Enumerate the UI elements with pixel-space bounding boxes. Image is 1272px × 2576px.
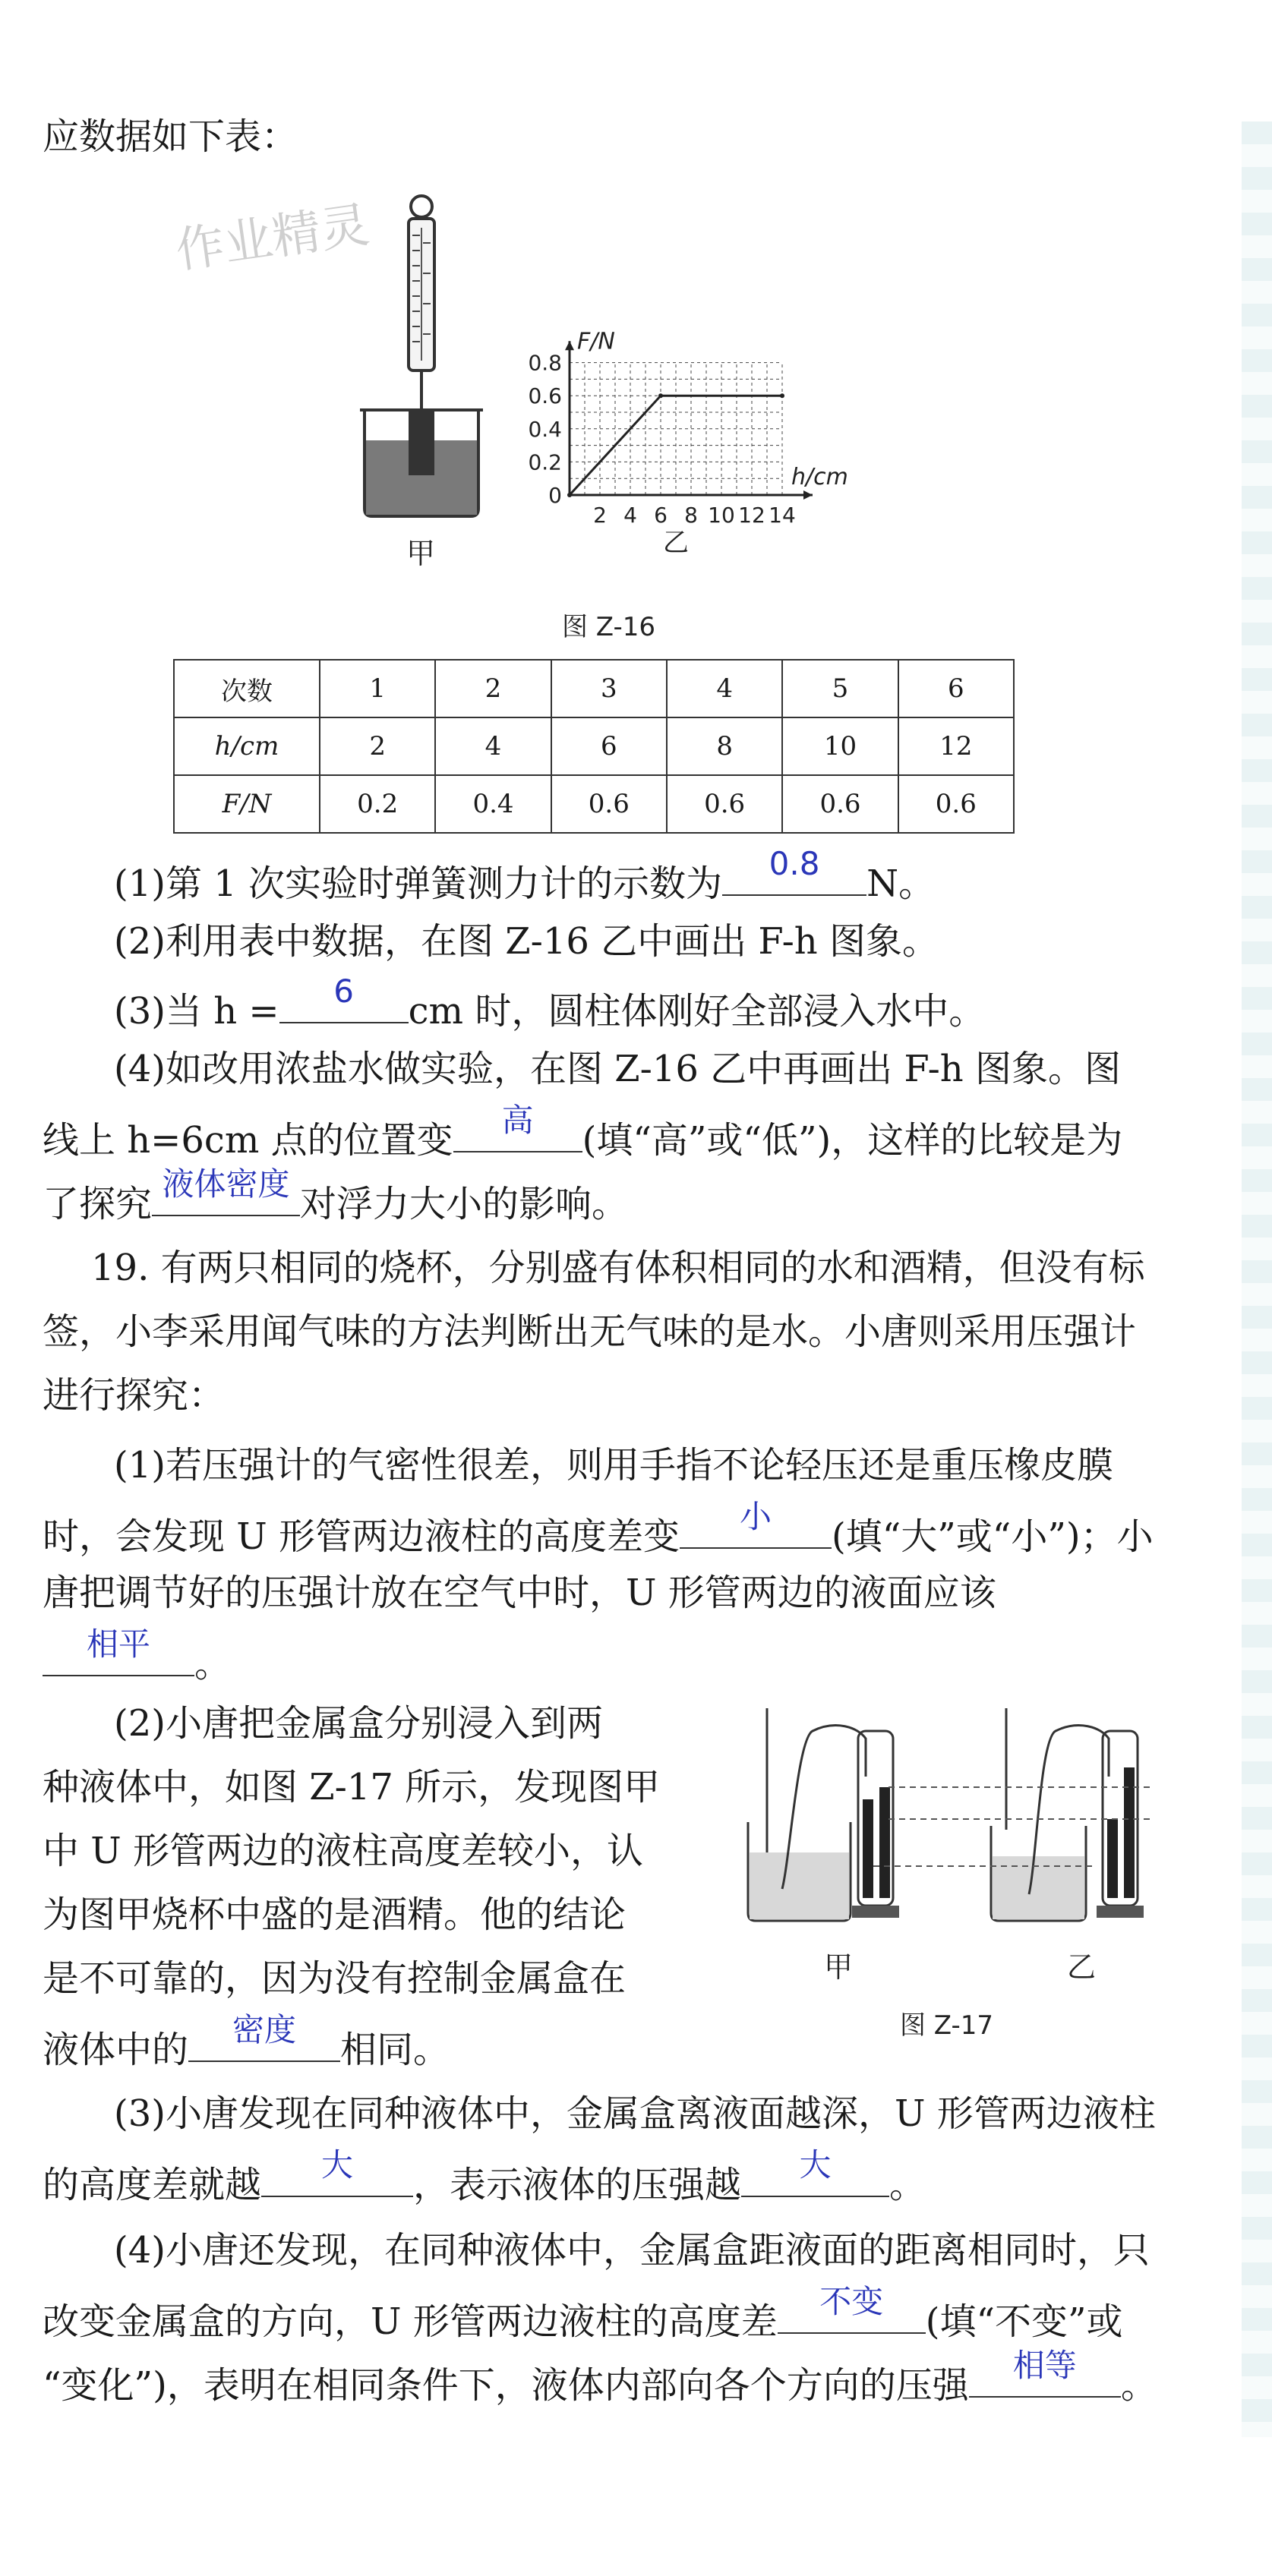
table-row (174, 717, 1014, 775)
table-cell: 6 (551, 717, 667, 775)
table-cell: 1 (320, 660, 435, 717)
table-cell: 4 (667, 660, 782, 717)
q19-part1-line4 (43, 1625, 1182, 1688)
table-row-header: h/cm (174, 717, 320, 775)
q18-p1-text: (1)第 1 次实验时弹簧测力计的示数为 (114, 862, 723, 905)
q19-p2-answer: 密度 (232, 2011, 297, 2048)
q19-p3-blank2[interactable] (741, 2146, 889, 2197)
q19-part2-line6 (43, 2011, 1182, 2074)
q19-p4-answer1: 不变 (819, 2283, 884, 2320)
q19-p1-text3: 。 (194, 1643, 232, 1685)
q18-p3-blank[interactable] (279, 973, 409, 1023)
table-row-header: 次数 (174, 660, 320, 717)
table-cell: 0.6 (551, 775, 667, 833)
y-tick-label: 0.6 (528, 383, 562, 409)
q19-p3-blank1[interactable] (261, 2146, 413, 2197)
q19-part1-line1: (1)若压强计的气密性很差，则用手指不论轻压还是重压橡皮膜 (114, 1444, 1113, 1487)
x-tick-label: 12 (738, 503, 765, 528)
table-cell: 0.6 (898, 775, 1014, 833)
q18-p4-blank2[interactable] (152, 1165, 300, 1216)
q19-intro-line2: 签，小李采用闻气味的方法判断出无气味的是水。小唐则采用压强计 (43, 1310, 1137, 1353)
x-axis-label: h/cm (791, 464, 848, 490)
table-cell: 8 (667, 717, 782, 775)
figure-z16-yi-chart (516, 182, 881, 562)
q19-intro-line1: 19. 有两只相同的烧杯，分别盛有体积相同的水和酒精，但没有标 (91, 1247, 1145, 1289)
q19-p2-text2: 相同。 (340, 2029, 450, 2071)
table-cell: 2 (320, 717, 435, 775)
q19-p4-blank2[interactable] (969, 2347, 1121, 2398)
q19-p1-text: 时，会发现 U 形管两边液柱的高度差变 (43, 1515, 680, 1558)
q19-p4-answer2: 相等 (1012, 2347, 1077, 2384)
q19-part4-line2 (43, 2283, 1182, 2346)
x-tick-label: 6 (654, 503, 668, 528)
x-tick-label: 10 (708, 503, 735, 528)
x-tick-label: 2 (593, 503, 607, 528)
q18-p1-answer: 0.8 (769, 845, 820, 882)
table-row-header: F/N (174, 775, 320, 833)
x-tick-label: 14 (769, 503, 796, 528)
q19-p3-answer2: 大 (799, 2146, 832, 2183)
x-tick-label: 4 (623, 503, 637, 528)
table-cell: 0.6 (782, 775, 898, 833)
x-axis-arrow (803, 490, 813, 500)
q18-p1-blank[interactable] (722, 845, 866, 896)
data-table (173, 659, 1015, 834)
q18-part1 (114, 845, 1253, 908)
q19-p4-text: 改变金属盒的方向，U 形管两边液柱的高度差 (43, 2300, 778, 2343)
figure-z17-jia (748, 1708, 899, 1921)
figure-z16-jia-label: 甲 (406, 537, 436, 570)
q19-p3-text3: 。 (889, 2164, 926, 2206)
q18-part4-line1: (4)如改用浓盐水做实验，在图 Z-16 乙中再画出 F-h 图象。图 (114, 1048, 1121, 1090)
q18-p3-text-end: cm 时，圆柱体刚好全部浸入水中。 (408, 990, 986, 1033)
q19-part2-line5: 是不可靠的，因为没有控制金属盒在 (43, 1957, 627, 2000)
table-cell: 3 (551, 660, 667, 717)
q18-part2: (2)利用表中数据，在图 Z-16 乙中画出 F-h 图象。 (114, 920, 939, 963)
q18-part4-line3 (43, 1165, 1182, 1228)
table-cell: 6 (898, 660, 1014, 717)
q19-p2-text: 液体中的 (43, 2029, 189, 2071)
y-axis-arrow (565, 341, 574, 350)
q18-p4-answer1: 高 (501, 1102, 534, 1139)
figure-z17-yi (991, 1708, 1144, 1921)
watermark: 作业精灵 (172, 197, 373, 280)
q18-p3-text: (3)当 h = (114, 990, 279, 1033)
q19-part1-line2 (43, 1498, 1182, 1561)
table-cell: 10 (782, 717, 898, 775)
data-point (780, 393, 784, 398)
q19-p1-answer1: 小 (739, 1498, 772, 1535)
table-cell: 0.4 (435, 775, 551, 833)
q19-part2-line4: 为图甲烧杯中盛的是酒精。他的结论 (43, 1893, 627, 1936)
q18-p4-answer2: 液体密度 (162, 1165, 290, 1203)
q18-part4-line2 (43, 1102, 1182, 1165)
q19-p3-text2: ，表示液体的压强越 (413, 2164, 742, 2206)
q18-p4-text: 线上 h=6cm 点的位置变 (43, 1119, 453, 1162)
q19-p4-blank1[interactable] (778, 2283, 926, 2334)
table-cell: 5 (782, 660, 898, 717)
q19-part4-line3 (43, 2347, 1182, 2410)
x-tick-label: 8 (684, 503, 698, 528)
q19-p1-text2: (填“大”或“小”)；小 (831, 1515, 1154, 1558)
q19-part4-line1: (4)小唐还发现，在同种液体中，金属盒距液面的距离相同时，只 (114, 2229, 1150, 2272)
table-cell: 0.2 (320, 775, 435, 833)
figure-z17-jia-label: 甲 (824, 1950, 854, 1984)
y-axis-label: F/N (577, 328, 615, 355)
q19-p1-answer2: 相平 (86, 1625, 150, 1663)
q18-p4-blank1[interactable] (453, 1102, 582, 1152)
q19-p4-text2: (填“不变”或 (925, 2300, 1123, 2343)
figure-z16-caption: 图 Z-16 (562, 612, 656, 642)
table-row (174, 660, 1014, 717)
q18-part3 (114, 973, 1253, 1036)
data-point (567, 493, 572, 497)
q19-part2-line2: 种液体中，如图 Z-17 所示，发现图甲 (43, 1766, 661, 1808)
figure-z16-yi-label: 乙 (663, 528, 689, 558)
q19-part3-line1: (3)小唐发现在同种液体中，金属盒离液面越深，U 形管两边液柱 (114, 2092, 1156, 2135)
figure-z17-caption: 图 Z-17 (900, 2010, 994, 2041)
q19-intro-line3: 进行探究： (43, 1374, 226, 1417)
y-tick-label: 0.2 (528, 449, 562, 475)
q19-p2-blank[interactable] (188, 2011, 340, 2062)
y-tick-label: 0 (548, 483, 562, 508)
q19-p3-answer1: 大 (321, 2146, 354, 2183)
table-cell: 4 (435, 717, 551, 775)
q19-part2-line1: (2)小唐把金属盒分别浸入到两 (114, 1702, 603, 1745)
table-cell: 12 (898, 717, 1014, 775)
q19-part3-line2 (43, 2146, 1182, 2209)
q19-p1-blank2[interactable] (43, 1625, 194, 1676)
y-tick-label: 0.8 (528, 350, 562, 376)
q19-p4-text4: 。 (1120, 2364, 1157, 2407)
q19-p3-text: 的高度差就越 (43, 2164, 262, 2206)
table-cell: 2 (435, 660, 551, 717)
figure-z17-yi-label: 乙 (1067, 1950, 1097, 1984)
figure-z17 (729, 1685, 1207, 1974)
q19-p1-blank1[interactable] (680, 1498, 832, 1549)
table-row (174, 775, 1014, 833)
q19-part2-line3: 中 U 形管两边的液柱高度差较小，认 (43, 1830, 643, 1872)
q18-p3-answer: 6 (333, 973, 355, 1010)
q19-part1-line3: 唐把调节好的压强计放在空气中时，U 形管两边的液面应该 (43, 1572, 996, 1614)
data-point (658, 393, 663, 398)
q18-p4-text4: 对浮力大小的影响。 (300, 1183, 629, 1225)
q18-p1-unit: N。 (866, 862, 936, 905)
table-cell: 0.6 (667, 775, 782, 833)
figure-z16-jia (349, 190, 486, 569)
q19-p4-text3: “变化”)，表明在相同条件下，液体内部向各个方向的压强 (43, 2364, 969, 2407)
q18-p4-text2: (填“高”或“低”)，这样的比较是为 (582, 1119, 1123, 1162)
intro-text: 应数据如下表： (43, 115, 298, 158)
q18-p4-text3: 了探究 (43, 1183, 153, 1225)
y-tick-label: 0.4 (528, 416, 562, 442)
